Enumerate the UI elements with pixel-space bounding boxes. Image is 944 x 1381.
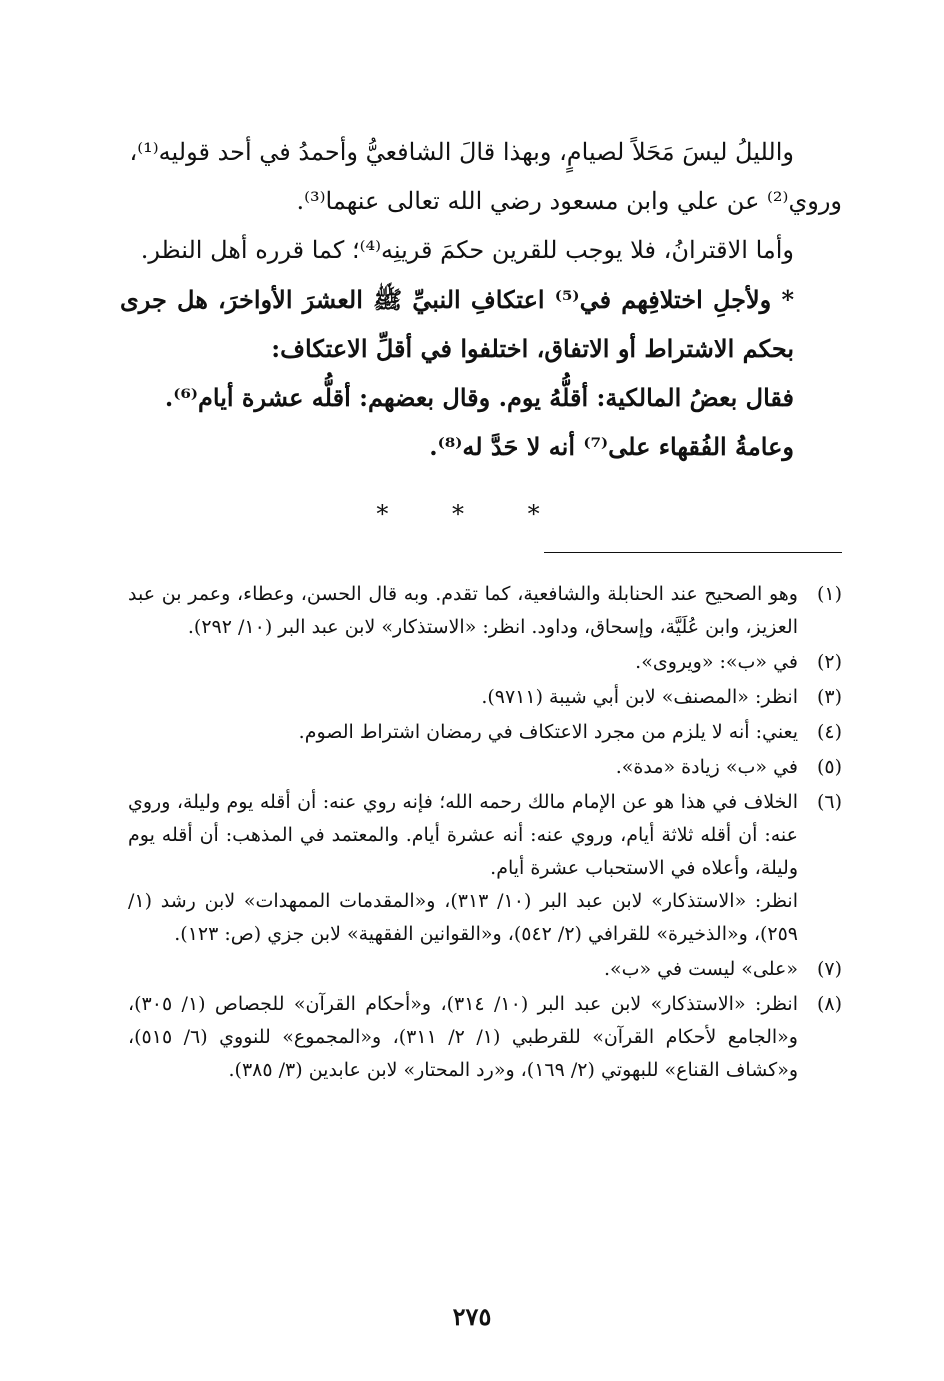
footnote-text-references: انظر: «الاستذكار» لابن عبد البر (١٠/ ٣١٣)، و«المقدمات الممهدات» لابن رشد (١/ ٢٥٩)، و«الذخيرة» للقرافي (٢/ ٥٤٢)، و«القوانين الفقهية» لابن جزي (ص: ١٢٣). — [128, 890, 798, 945]
footnote-text: انظر: «المصنف» لابن أبي شيبة (٩٧١١). — [481, 686, 798, 708]
footnote — [128, 953, 842, 986]
footnote-number: (٢) — [816, 651, 842, 673]
footnote — [128, 988, 842, 1087]
footnote-text: انظر: «الاستذكار» لابن عبد البر (١٠/ ٣١٤)، و«أحكام القرآن» للجصاص (١/ ٣٠٥)، و«الجامع لأحكام القرآن» للقرطبي (١/ ٢/ ٣١١)، و«المجموع» للنووي (٦/ ٥١٥)، و«كشاف القناع» للبهوتي (٢/ ١٦٩)، و«رد المحتار» لابن عابدين (٣/ ٣٨٥). — [128, 993, 798, 1081]
main-paragraph-heading: * ولأجلِ اختلافِهم في⁽⁵⁾ اعتكافِ النبيِّ ﷺ العشرَ الأواخرَ، هل جرى بحكم الاشتراط أو الاتفاق، اختلفوا في أقلِّ الاعتكاف: — [120, 285, 795, 363]
main-paragraph-fuqaha: وعامةُ الفُقهاء على⁽⁷⁾ أنه لا حَدَّ له⁽⁸⁾. — [429, 432, 794, 461]
main-line-1: والليلُ ليسَ مَحَلاً لصيامٍ، وبهذا قالَ الشافعيُّ وأحمدُ في أحد قوليه⁽¹⁾، — [129, 138, 794, 166]
footnote-number: (١) — [816, 583, 842, 605]
footnote-text: يعني: أنه لا يلزم من مجرد الاعتكاف في رمضان اشتراط الصوم. — [298, 721, 798, 743]
footnote — [128, 578, 842, 644]
footnote-number: (٥) — [816, 756, 842, 778]
footnote-number: (٣) — [816, 686, 842, 708]
footnote-rule — [544, 552, 842, 553]
footnote — [128, 786, 842, 951]
footnote — [128, 646, 842, 679]
footnote-text: «على» ليست في «ب». — [603, 958, 798, 980]
footnote-text: في «ب» زيادة «مدة». — [615, 756, 798, 778]
footnote — [128, 716, 842, 749]
footnote-number: (٦) — [816, 791, 842, 813]
main-line-2: وروي⁽²⁾ عن علي وابن مسعود رضي الله تعالى عنهما⁽³⁾. — [296, 187, 842, 215]
footnote — [128, 751, 842, 784]
footnote-text: الخلاف في هذا هو عن الإمام مالك رحمه الله؛ فإنه روي عنه: أن أقله يوم وليلة، وروي عنه: أن أقله ثلاثة أيام، وروي عنه: أنه عشرة أيام. والمعتمد في المذهب: أن أقله يوم وليلة، وأعلاه في الاستحباب عشرة أيام. — [128, 791, 798, 879]
main-paragraph-malikiya: فقال بعضُ المالكية: أقلُّهُ يوم. وقال بعضهم: أقلُّه عشرة أيام⁽⁶⁾. — [164, 383, 794, 412]
footnote — [128, 681, 842, 714]
footnote-number: (٧) — [816, 958, 842, 980]
main-text — [120, 128, 842, 471]
footnotes — [128, 578, 842, 1089]
page-number: ٢٧٥ — [452, 1302, 492, 1331]
main-paragraph-iqtiran: وأما الاقترانُ، فلا يوجب للقرين حكمَ قرينِه⁽⁴⁾؛ كما قرره أهل النظر. — [140, 236, 794, 264]
footnote-text: في «ب»: «ويروى». — [635, 651, 798, 673]
footnote-text: وهو الصحيح عند الحنابلة والشافعية، كما تقدم. وبه قال الحسن، وعطاء، وعمر بن عبد العزيز، وابن عُلَيَّة، وإسحاق، وداود. انظر: «الاستذكار» لابن عبد البر (١٠/ ٢٩٢). — [128, 583, 798, 638]
footnote-number: (٤) — [816, 721, 842, 743]
footnote-number: (٨) — [816, 993, 842, 1015]
section-separator: * * * — [376, 500, 568, 528]
